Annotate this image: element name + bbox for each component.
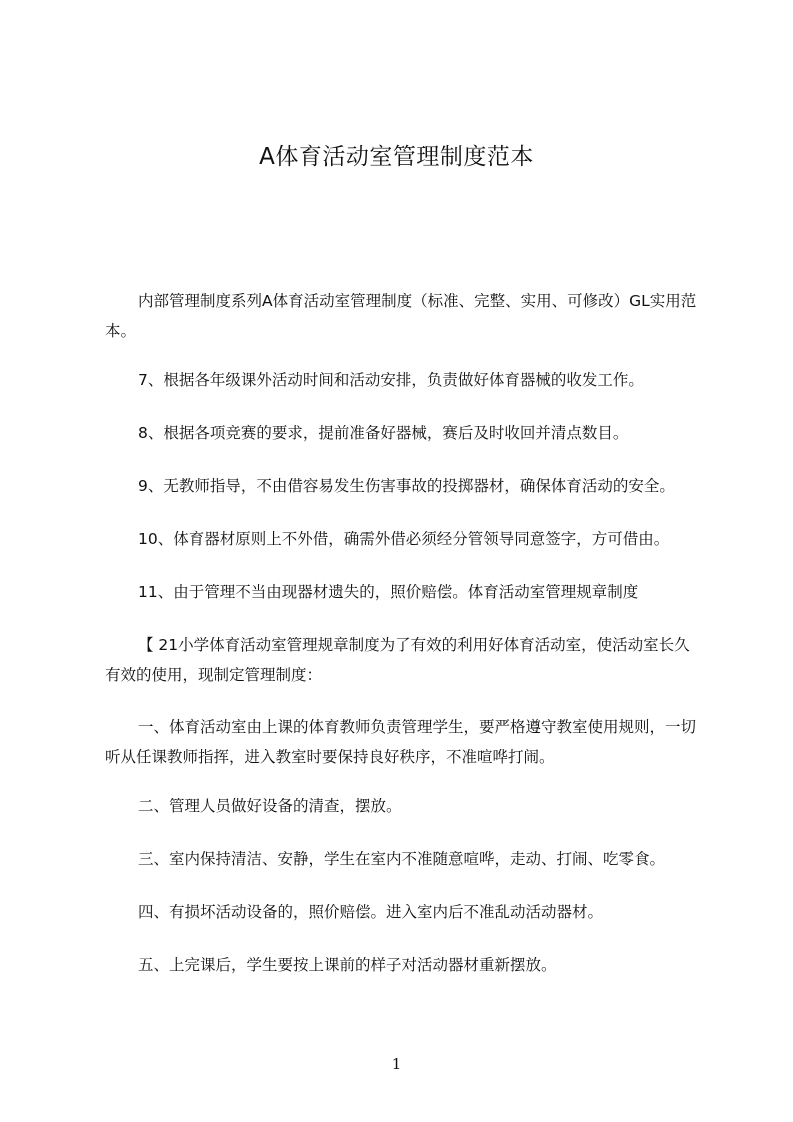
paragraph-item-11: 11、由于管理不当由现器材遗失的，照价赔偿。体育活动室管理规章制度 (138, 583, 639, 601)
document-title: A体育活动室管理制度范本 (259, 144, 534, 170)
paragraph-rule-3: 三、室内保持清洁、安静，学生在室内不准随意喧哗，走动、打闹、吃零食。 (138, 850, 666, 868)
paragraph-rule-4: 四、有损坏活动设备的，照价赔偿。进入室内后不准乱动活动器材。 (138, 903, 604, 921)
paragraph-school-rules: 【 21小学体育活动室管理规章制度为了有效的利用好体育活动室，使活动室长久有效的使用，现制定管理制度： (105, 636, 690, 684)
paragraph-intro: 内部管理制度系列A体育活动室管理制度（标准、完整、实用、可修改）GL实用范本。 (105, 292, 697, 340)
page-number: 1 (391, 1055, 402, 1073)
paragraph-rule-5: 五、上完课后，学生要按上课前的样子对活动器材重新摆放。 (138, 956, 557, 974)
paragraph-item-9: 9、无教师指导，不由借容易发生伤害事故的投掷器材，确保体育活动的安全。 (138, 477, 675, 495)
paragraph-rule-2: 二、管理人员做好设备的清查，摆放。 (138, 797, 402, 815)
paragraph-rule-1: 一、体育活动室由上课的体育教师负责管理学生，要严格遵守教室使用规则，一切听从任课教师指挥，进入教室时要保持良好秩序，不准喧哗打闹。 (105, 718, 697, 766)
paragraph-item-8: 8、根据各项竞赛的要求，提前准备好器械，赛后及时收回并清点数目。 (138, 424, 629, 442)
paragraph-item-7: 7、根据各年级课外活动时间和活动安排，负责做好体育器械的收发工作。 (138, 371, 644, 389)
paragraph-item-10: 10、体育器材原则上不外借，确需外借必须经分管领导同意签字，方可借由。 (138, 530, 670, 548)
